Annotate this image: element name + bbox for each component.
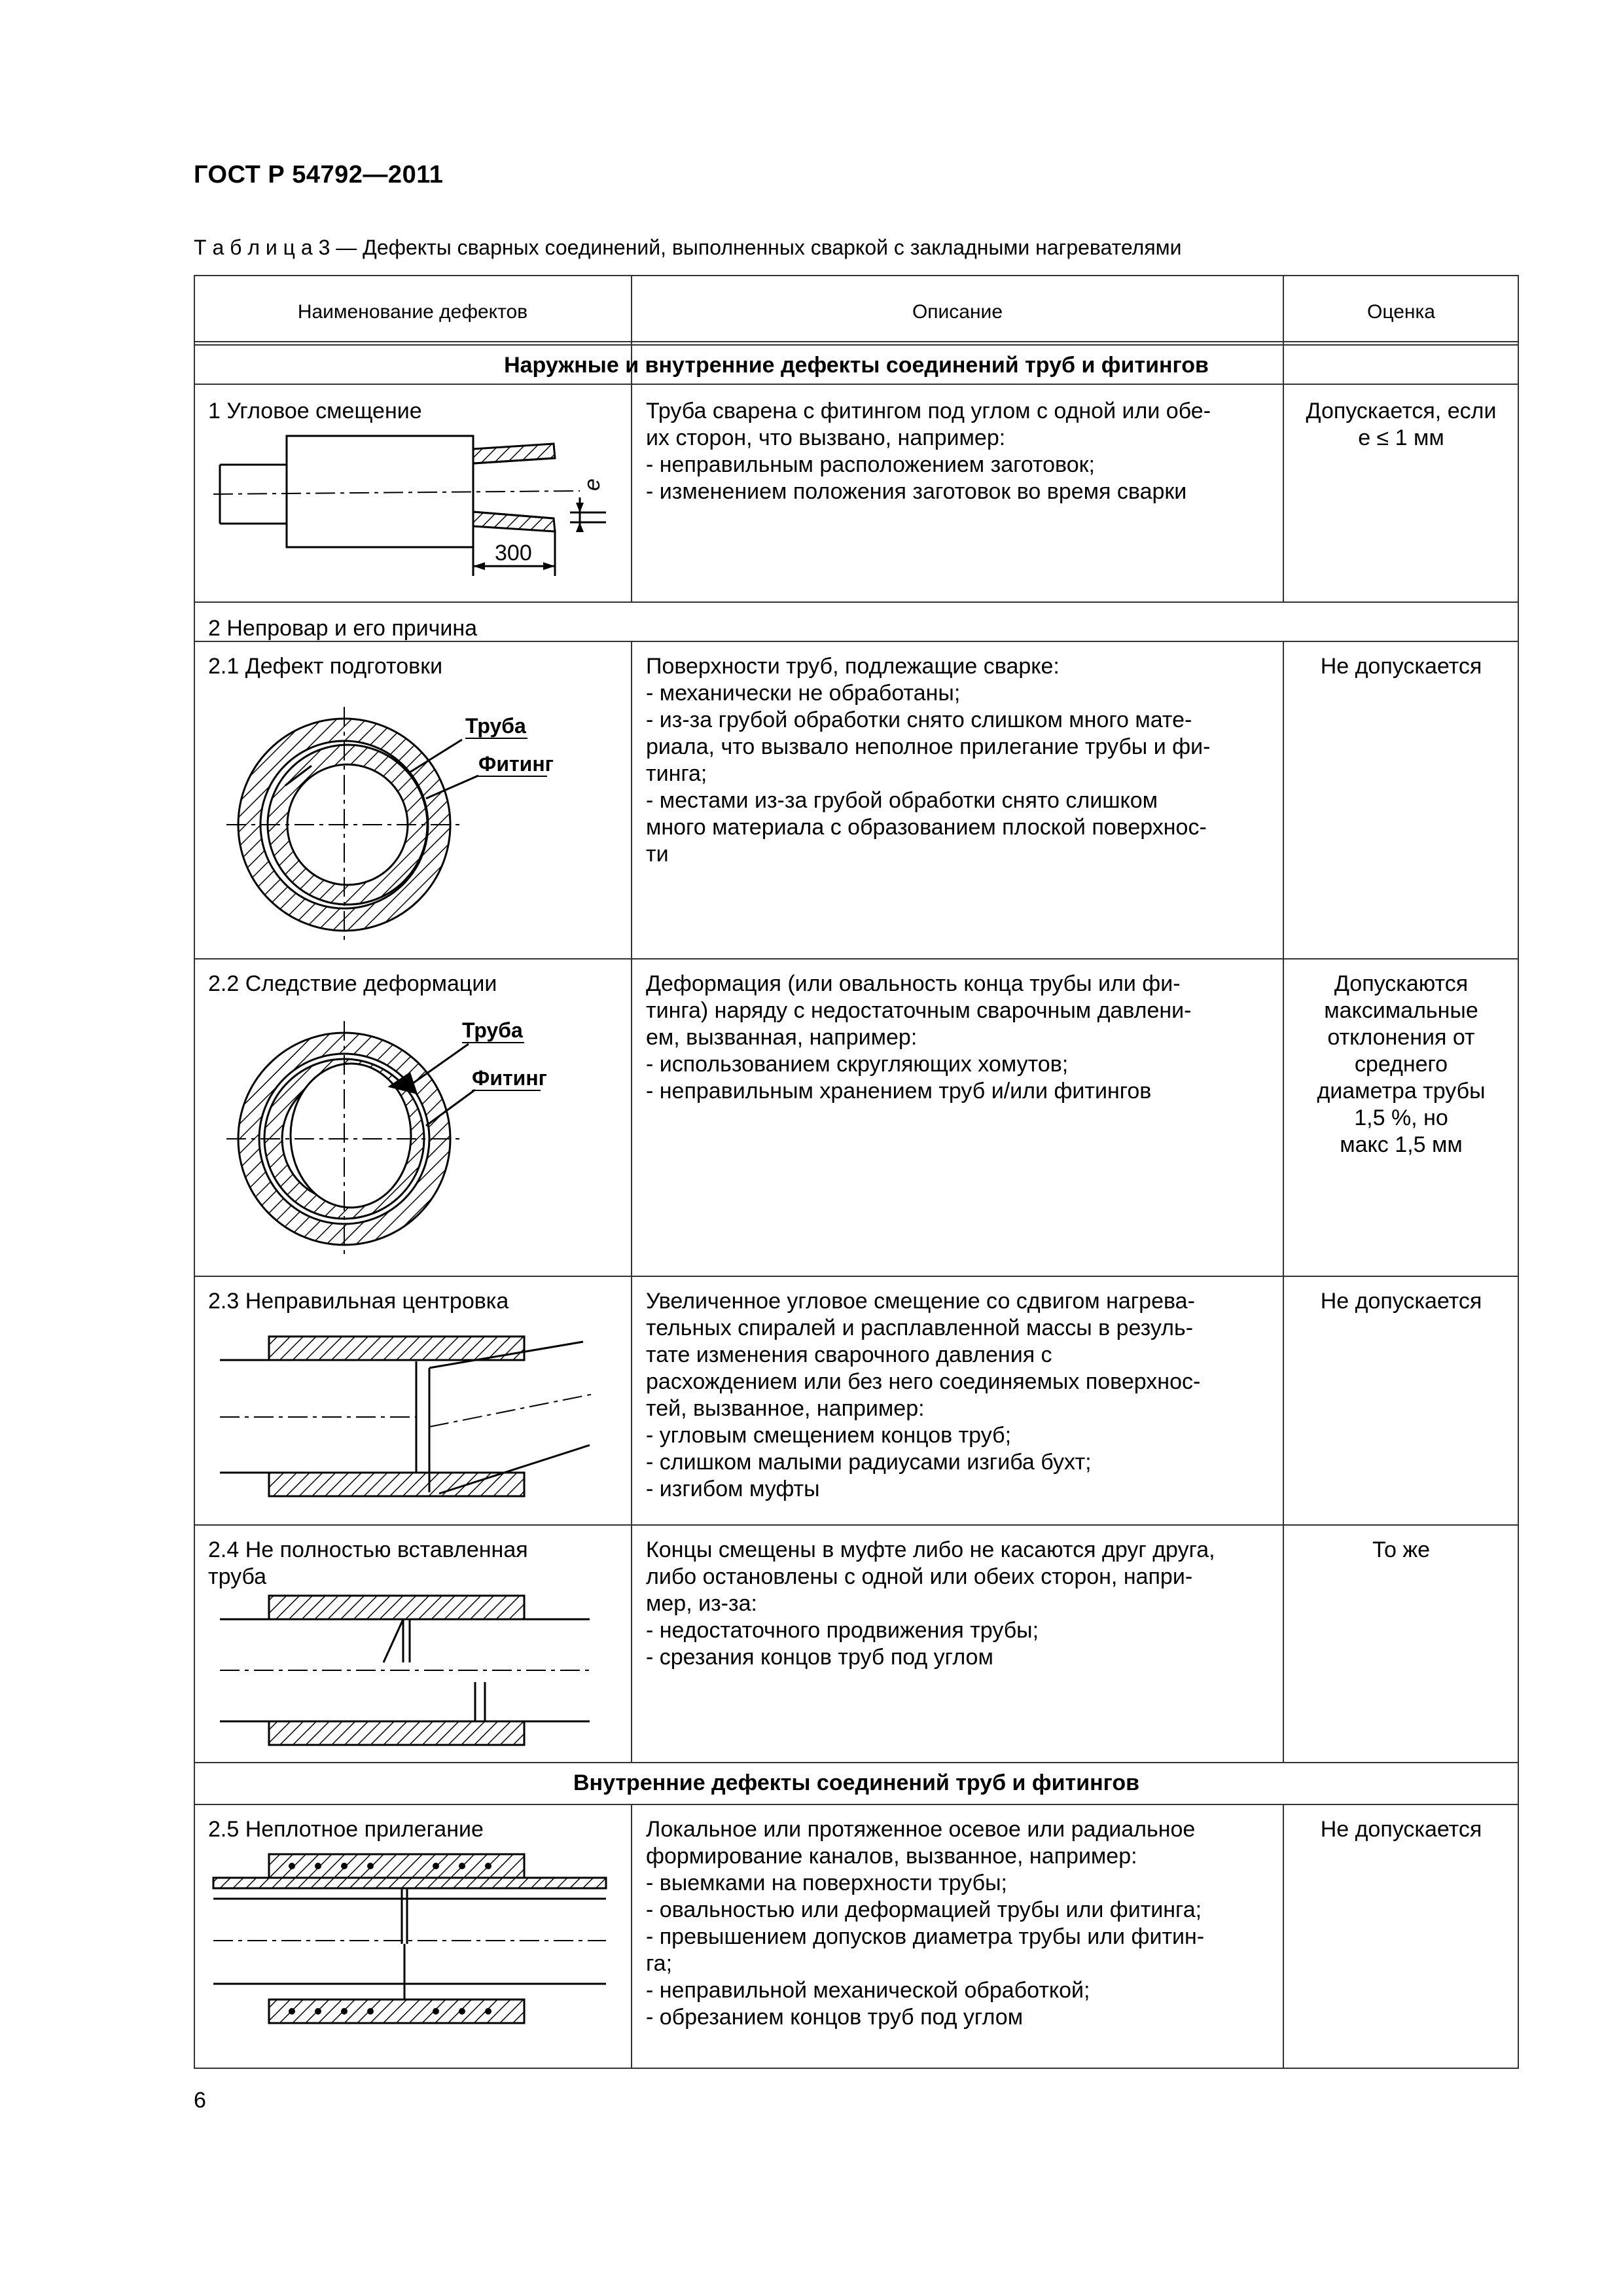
- row2-3-desc-line: - угловым смещением концов труб;: [646, 1423, 1012, 1448]
- row2-4-description: [632, 1532, 1283, 1671]
- figure-preparation-defect: [213, 694, 619, 949]
- row2-2-rating-line: максимальные: [1324, 998, 1478, 1023]
- page-number: 6: [194, 2088, 206, 2113]
- row2-2-name: 2.2 Следствие деформации: [208, 971, 497, 996]
- column-header-name: Наименование дефектов: [297, 301, 528, 323]
- row2-1-desc-line: - механически не обработаны;: [646, 681, 961, 706]
- row2-4-name-line: 2.4 Не полностью вставленная: [208, 1537, 528, 1562]
- row1-description: [632, 393, 1283, 505]
- row1-rating: [1283, 393, 1519, 452]
- figure-deformation: [213, 1001, 619, 1263]
- figure-loose-fit: [207, 1849, 619, 2032]
- row2-3-desc-line: - слишком малыми радиусами изгиба бухт;: [646, 1450, 1092, 1475]
- row2-3-desc-line: тате изменения сварочного давления с: [646, 1342, 1052, 1367]
- dimension-label-300: 300: [495, 541, 532, 565]
- row2-4-desc-line: либо остановлены с одной или обеих сторон, напри-: [646, 1564, 1193, 1589]
- row2-4-desc-line: - срезания концов труб под углом: [646, 1645, 993, 1670]
- row2-1-desc-line: много материала с образованием плоской поверхнос-: [646, 815, 1207, 840]
- label-pipe: Труба: [465, 714, 526, 738]
- row1-desc-line: их сторон, что вызвано, например:: [646, 425, 1006, 450]
- row2-1-name: 2.1 Дефект подготовки: [208, 654, 443, 679]
- section-title-inner: Внутренние дефекты соединений труб и фитингов: [573, 1770, 1140, 1795]
- column-header-description: Описание: [912, 301, 1003, 323]
- row2-1-desc-line: ти: [646, 842, 669, 867]
- figure-incomplete-insertion: [213, 1590, 619, 1748]
- row2-3-desc-line: Увеличенное угловое смещение со сдвигом нагрева-: [646, 1289, 1195, 1314]
- row2-2-rating: [1283, 965, 1519, 1158]
- row2-3-name: 2.3 Неправильная центровка: [208, 1289, 509, 1314]
- row2-2-desc-line: ем, вызванная, например:: [646, 1025, 918, 1050]
- row1-desc-line: - неправильным расположением заготовок;: [646, 452, 1095, 477]
- row2-3-desc-line: - изгибом муфты: [646, 1477, 820, 1501]
- row2-5-desc-line: Локальное или протяженное осевое или радиальное: [646, 1817, 1196, 1842]
- row2-2-rating-line: отклонения от: [1327, 1025, 1475, 1050]
- row2-5-desc-line: - неправильной механической обработкой;: [646, 1978, 1090, 2003]
- row2-3-rating-line: Не допускается: [1320, 1289, 1482, 1314]
- row2-2-desc-line: тинга) наряду с недостаточным сварочным давлени-: [646, 998, 1192, 1023]
- row2-2-desc-line: - неправильным хранением труб и/или фитингов: [646, 1079, 1152, 1103]
- row2-3-desc-line: тельных спиралей и расплавленной массы в резуль-: [646, 1316, 1194, 1340]
- row2-3-rating: [1283, 1283, 1519, 1315]
- row2-5-description: [632, 1811, 1283, 2031]
- row2-4-rating: [1283, 1532, 1519, 1564]
- row2-1-desc-line: Поверхности труб, подлежащие сварке:: [646, 654, 1060, 679]
- row2-4-name-line: труба: [208, 1564, 267, 1589]
- figure-misalignment: [213, 1322, 619, 1518]
- row2-4-name: [194, 1532, 632, 1590]
- row2-4-rating-line: То же: [1372, 1537, 1431, 1562]
- row2-1-desc-line: - местами из-за грубой обработки снято слишком: [646, 788, 1158, 813]
- row2-2-rating-line: диаметра трубы: [1317, 1079, 1486, 1103]
- row2-4-desc-line: мер, из-за:: [646, 1591, 757, 1616]
- section-title-outer: Наружные и внутренние дефекты соединений труб и фитингов: [504, 353, 1209, 378]
- row2-2-rating-line: 1,5 %, но: [1354, 1105, 1448, 1130]
- row1-rating-line: Допускается, если: [1306, 399, 1497, 423]
- row2-2-rating-line: среднего: [1354, 1052, 1448, 1077]
- row1-desc-line: Труба сварена с фитингом под углом с одной или обе-: [646, 399, 1211, 423]
- row1-desc-line: - изменением положения заготовок во время сварки: [646, 479, 1187, 504]
- row2-1-rating-line: Не допускается: [1320, 654, 1482, 679]
- row2-3-desc-line: расхождением или без него соединяемых поверхнос-: [646, 1369, 1201, 1394]
- label-pipe: Труба: [462, 1018, 523, 1042]
- column-header-rating: Оценка: [1367, 301, 1435, 323]
- row2-1-desc-line: тинга;: [646, 761, 707, 786]
- row2-3-description: [632, 1283, 1283, 1503]
- row1-rating-line: e ≤ 1 мм: [1358, 425, 1444, 450]
- row2-5-desc-line: формирование каналов, вызванное, например:: [646, 1844, 1137, 1869]
- row2-2-description: [632, 965, 1283, 1105]
- row2-1-rating: [1283, 648, 1519, 680]
- row2-4-desc-line: Концы смещены в муфте либо не касаются друг друга,: [646, 1537, 1215, 1562]
- figure-angular-offset: [213, 432, 619, 596]
- row2-3-desc-line: тей, вызванное, например:: [646, 1396, 925, 1421]
- dimension-label-e: e: [580, 478, 605, 491]
- row2-5-name: 2.5 Неплотное прилегание: [208, 1817, 484, 1842]
- row2-5-desc-line: - овальностью или деформацией трубы или фитинга;: [646, 1897, 1202, 1922]
- row2-1-desc-line: - из-за грубой обработки снято слишком много мате-: [646, 708, 1192, 732]
- row2-2-desc-line: Деформация (или овальность конца трубы или фи-: [646, 971, 1181, 996]
- row2-5-rating-line: Не допускается: [1320, 1817, 1482, 1842]
- table-caption: Т а б л и ц а 3 — Дефекты сварных соединений, выполненных сваркой с закладными нагревателями: [194, 236, 1182, 259]
- row2-1-description: [632, 648, 1283, 868]
- row1-name: 1 Угловое смещение: [208, 399, 422, 423]
- row2-4-desc-line: - недостаточного продвижения трубы;: [646, 1618, 1039, 1643]
- row2-5-rating: [1283, 1811, 1519, 1843]
- row2-2-rating-line: макс 1,5 мм: [1340, 1132, 1463, 1157]
- row2-5-desc-line: - превышением допусков диаметра трубы или фитин-: [646, 1924, 1205, 1949]
- row2-2-desc-line: - использованием скругляющих хомутов;: [646, 1052, 1069, 1077]
- row2-5-desc-line: - обрезанием концов труб под углом: [646, 2005, 1024, 2030]
- row2-2-rating-line: Допускаются: [1334, 971, 1469, 996]
- row2-5-desc-line: - выемками на поверхности трубы;: [646, 1871, 1008, 1895]
- row2-5-desc-line: га;: [646, 1951, 673, 1976]
- defects-table: [194, 275, 1519, 2069]
- label-fitting: Фитинг: [478, 752, 554, 776]
- document-header: ГОСТ Р 54792—2011: [194, 161, 444, 188]
- row2-1-desc-line: риала, что вызвало неполное прилегание трубы и фи-: [646, 734, 1211, 759]
- label-fitting: Фитинг: [472, 1066, 547, 1090]
- row2-name: 2 Непровар и его причина: [208, 616, 478, 641]
